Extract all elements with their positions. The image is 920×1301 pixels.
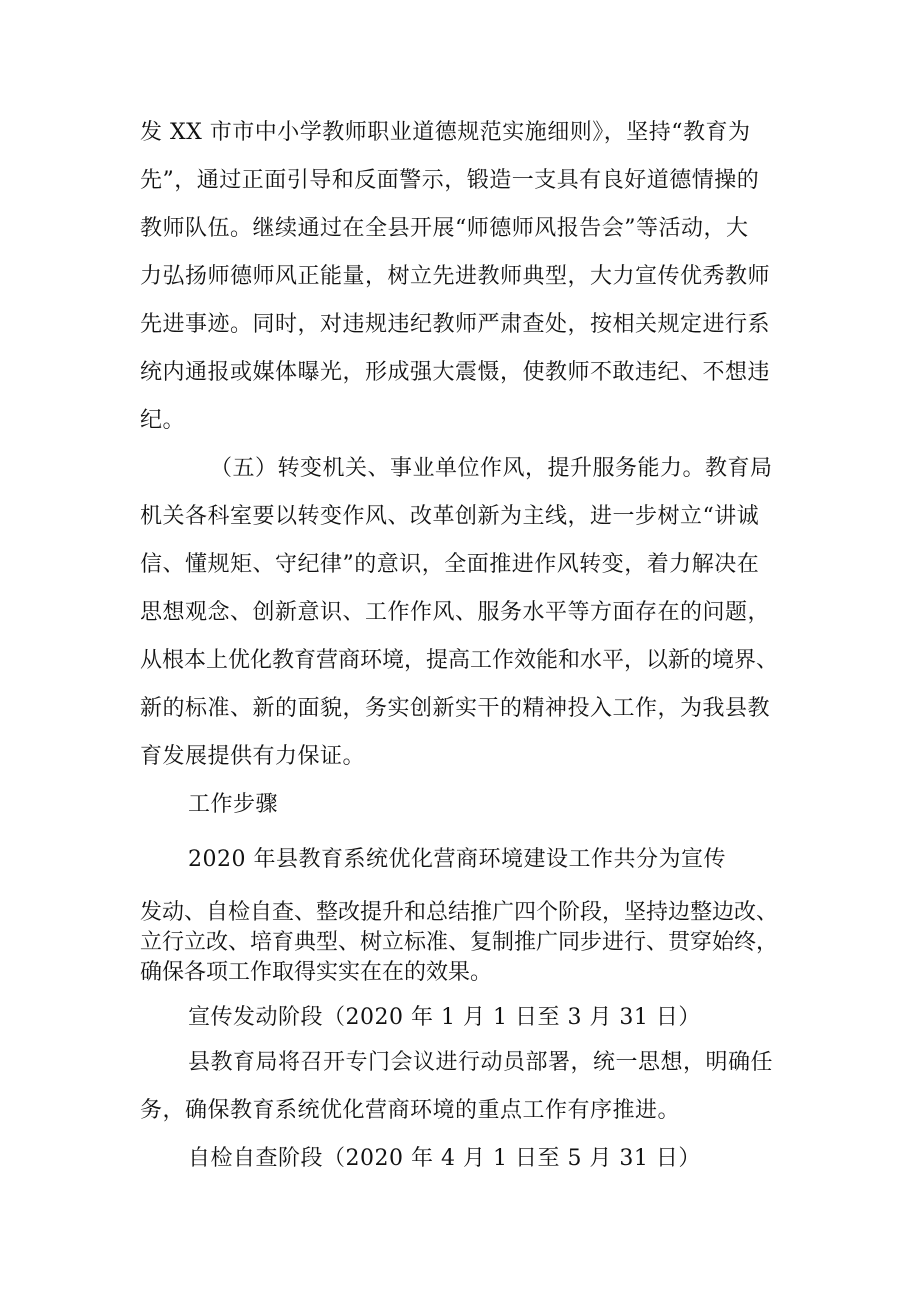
stage-heading: 宣传发动阶段（2020 年 1 月 1 日至 3 月 31 日） (188, 1005, 701, 1030)
section-heading: （五）转变机关、事业单位作风，提升服务能力。教育局 (210, 456, 773, 481)
text-line: 机关各科室要以转变作风、改革创新为主线，进一步树立“讲诚 (140, 504, 760, 529)
text-line: 力弘扬师德师风正能量，树立先进教师典型，大力宣传优秀教师 (140, 264, 771, 289)
text-line: 先进事迹。同时，对违规违纪教师严肃查处，按相关规定进行系 (140, 312, 771, 337)
text-line: 先”，通过正面引导和反面警示，锻造一支具有良好道德情操的 (140, 168, 760, 193)
text-line: 确保各项工作取得实实在在的效果。 (140, 960, 493, 985)
text-line: 2020 年县教育系统优化营商环境建设工作共分为宣传 (188, 847, 726, 872)
text-line: 立行立改、培育典型、树立标准、复制推广同步进行、贯穿始终， (140, 930, 779, 955)
text-line: 发动、自检自查、整改提升和总结推广四个阶段，坚持边整边改、 (140, 900, 779, 925)
text-line: 新的标准、新的面貌，务实创新实干的精神投入工作，为我县教 (140, 696, 771, 721)
text-line: 育发展提供有力保证。 (140, 744, 366, 769)
text-line: 务，确保教育系统优化营商环境的重点工作有序推进。 (140, 1098, 681, 1123)
text-line: 统内通报或媒体曝光，形成强大震慑，使教师不敢违纪、不想违 (140, 360, 771, 385)
text-line: 从根本上优化教育营商环境，提高工作效能和水平，以新的境界、 (140, 648, 779, 673)
text-line: 发 XX 市市中小学教师职业道德规范实施细则》，坚持“教育为 (140, 120, 751, 145)
text-line: 县教育局将召开专门会议进行动员部署，统一思想，明确任 (188, 1050, 774, 1075)
text-line: 纪。 (140, 408, 186, 433)
text-line: 思想观念、创新意识、工作作风、服务水平等方面存在的问题， (140, 600, 771, 625)
stage-heading: 自检自查阶段（2020 年 4 月 1 日至 5 月 31 日） (188, 1146, 701, 1171)
text-line: 教师队伍。继续通过在全县开展“师德师风报告会”等活动，大 (140, 216, 749, 241)
text-line: 信、懂规矩、守纪律”的意识，全面推进作风转变，着力解决在 (140, 552, 760, 577)
section-title: 工作步骤 (188, 792, 279, 817)
